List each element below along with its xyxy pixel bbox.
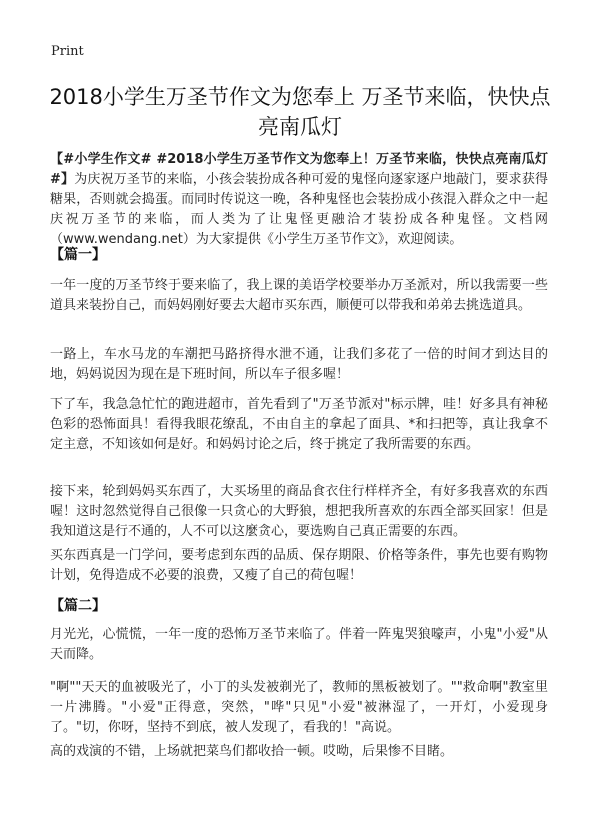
paragraph: 月光光，心慌慌，一年一度的恐怖万圣节来临了。伴着一阵鬼哭狼嚎声，小鬼"小爱"从天而降。: [50, 627, 548, 662]
intro-tag: 【#小学生作文# #2018小学生万圣节作文为您奉上！万圣节来临，快快点亮南瓜灯#】: [50, 152, 548, 187]
paragraph: 下了车，我急急忙忙的跑进超市，首先看到了"万圣节派对"标示牌，哇！好多具有神秘色彩的恐怖面具！看得我眼花缭乱，不由自主的拿起了面具、*和扫把等，真让我拿不定主意，不知该如何是好。和妈妈讨论之后，终于挑定了我所需要的东西。: [50, 397, 548, 452]
paragraph: 一年一度的万圣节终于要来临了，我上课的美语学校要举办万圣派对，所以我需要一些道具来装扮自己，而妈妈刚好要去大超市买东西，顺便可以带我和弟弟去挑选道具。: [50, 278, 548, 313]
section-heading-2: 【篇二】: [50, 598, 106, 614]
paragraph: 接下来，轮到妈妈买东西了，大买场里的商品食衣住行样样齐全，有好多我喜欢的东西喔！这时忽然觉得自己很像一只贪心的大野狼，想把我所喜欢的东西全部买回家！但是我知道这是行不通的，人不可以这麼贪心，要选购自己真正需要的东西。: [50, 484, 548, 539]
print-label[interactable]: Print: [51, 44, 84, 59]
section-heading-1: 【篇一】: [50, 247, 106, 263]
paragraph: 一路上，车水马龙的车潮把马路挤得水泄不通，让我们多花了一倍的时间才到达目的地，妈妈说因为现在是下班时间，所以车子很多喔！: [50, 347, 548, 382]
paragraph: 买东西真是一门学问，要考虑到东西的品质、保存期限、价格等条件，事先也要有购物计划，免得造成不必要的浪费，又瘦了自己的荷包喔！: [50, 548, 548, 583]
intro-text: 为庆祝万圣节的来临，小孩会装扮成各种可爱的鬼怪向逐家逐户地敲门，要求获得糖果，否则就会捣蛋。而同时传说这一晚，各种鬼怪也会装扮成小孩混入群众之中一起庆祝万圣节的来临，而人类为了让鬼怪更融洽才装扮成各种鬼怪。文档网（www.wendang.net）为大家提供《小学生万圣节作文》，欢迎阅读。: [50, 172, 548, 247]
paragraph: "啊""天天的血被吸光了，小丁的头发被剃光了，教师的黑板被划了。""救命啊"教室里一片沸腾。"小爱"正得意，突然，"哗"只见"小爱"被淋湿了，一开灯，小爱现身了。"切，你呀，坚持不到底，被人发现了，看我的！"高说。: [50, 680, 548, 735]
page-title: 2018小学生万圣节作文为您奉上 万圣节来临，快快点亮南瓜灯: [49, 85, 551, 139]
paragraph: 高的戏演的不错，上场就把菜鸟们都收拾一顿。哎呦，后果惨不目睹。: [50, 744, 454, 759]
intro-paragraph: [50, 150, 548, 250]
